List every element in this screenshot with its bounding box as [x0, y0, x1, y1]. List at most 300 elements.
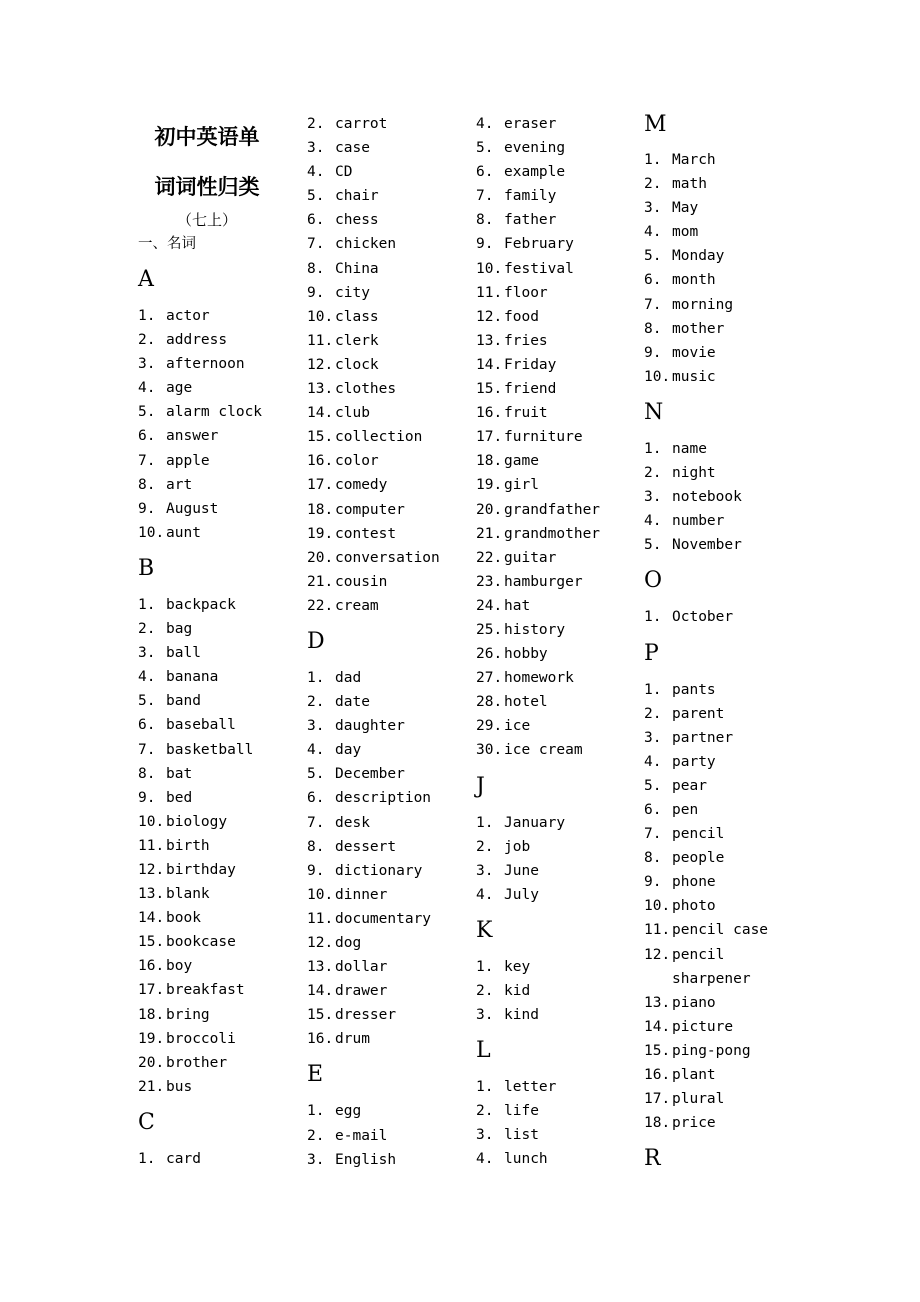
item-number	[644, 967, 672, 991]
item-word: dinner	[335, 886, 388, 903]
list-item	[138, 954, 298, 978]
item-number: 21.	[307, 573, 334, 590]
list-item	[476, 738, 636, 762]
list-item	[476, 112, 636, 136]
letter-heading: C	[138, 1109, 155, 1135]
item-number: 16.	[307, 1031, 334, 1048]
item-word: hobby	[504, 646, 548, 663]
list-item	[476, 232, 636, 256]
item-number: 4.	[307, 164, 325, 181]
item-word: evening	[504, 140, 566, 157]
list-item	[307, 931, 467, 955]
list-item	[138, 978, 298, 1002]
list-item	[307, 546, 467, 570]
item-number: 1.	[644, 152, 662, 168]
item-number: 4.	[644, 224, 662, 241]
list-item	[307, 1003, 467, 1027]
item-number: 1.	[644, 609, 662, 626]
list-item	[307, 907, 467, 931]
item-word: chicken	[335, 236, 397, 253]
item-word: birth	[166, 837, 210, 854]
item-number: 5.	[138, 693, 156, 710]
item-word: bat	[166, 765, 193, 782]
item-word: ball	[166, 645, 201, 662]
item-number: 5.	[644, 248, 662, 265]
item-word: comedy	[335, 477, 388, 494]
item-word: cream	[335, 597, 379, 614]
item-word: family	[504, 188, 557, 205]
item-word: math	[672, 176, 707, 193]
item-number: 2.	[307, 116, 325, 132]
item-word: English	[335, 1151, 397, 1168]
list-item	[644, 1039, 814, 1063]
page-title-line-2: 词词性归类	[154, 175, 260, 199]
item-word: homework	[504, 670, 574, 687]
list-item	[644, 605, 814, 629]
item-number: 7.	[307, 236, 325, 253]
list-item	[476, 425, 636, 449]
list-item	[476, 1147, 636, 1171]
item-word: sharpener	[672, 970, 751, 987]
list-item	[138, 834, 298, 858]
item-word: drawer	[335, 983, 388, 1000]
item-number: 6.	[138, 717, 156, 734]
item-number: 2.	[307, 1127, 325, 1144]
item-number: 12.	[476, 308, 503, 325]
item-number: 6.	[644, 801, 662, 818]
item-number: 1.	[138, 596, 156, 613]
list-item	[476, 955, 636, 979]
item-number: 13.	[307, 959, 334, 976]
item-word: pear	[672, 777, 707, 794]
item-number: 3.	[476, 1127, 494, 1144]
list-item	[307, 570, 467, 594]
item-word: parent	[672, 705, 725, 722]
list-item	[307, 666, 467, 690]
list-item	[307, 377, 467, 401]
item-word: description	[335, 790, 432, 807]
item-number: 15.	[307, 429, 334, 446]
item-word: life	[504, 1103, 539, 1120]
list-item	[644, 461, 814, 485]
item-word: picture	[672, 1018, 734, 1035]
item-number: 10.	[644, 898, 671, 915]
list-item	[138, 352, 298, 376]
list-item	[307, 160, 467, 184]
item-word: Monday	[672, 248, 725, 265]
list-item	[644, 196, 814, 220]
item-word: bag	[166, 621, 193, 638]
item-word: grandfather	[504, 501, 601, 518]
list-item	[138, 328, 298, 352]
list-item	[644, 437, 814, 461]
item-word: game	[504, 453, 539, 470]
item-number: 4.	[138, 669, 156, 686]
list-item	[644, 341, 814, 365]
item-word: history	[504, 621, 566, 638]
item-number: 1.	[476, 958, 494, 975]
list-item	[138, 713, 298, 737]
item-number: 16.	[138, 958, 165, 975]
section-heading: 一、名词	[138, 236, 196, 252]
item-number: 11.	[644, 922, 671, 939]
item-word: birthday	[166, 861, 236, 878]
item-word: number	[672, 513, 725, 530]
item-number: 8.	[138, 476, 156, 493]
list-item	[138, 858, 298, 882]
column-3	[476, 112, 636, 1172]
item-number: 5.	[138, 404, 156, 421]
item-number: 14.	[476, 356, 503, 373]
item-number: 14.	[644, 1018, 671, 1035]
item-word: father	[504, 212, 557, 229]
list-item	[476, 594, 636, 618]
item-number: 17.	[138, 982, 165, 999]
item-number: 7.	[644, 826, 662, 843]
list-item	[644, 365, 814, 389]
item-number: 18.	[307, 501, 334, 518]
item-number: 1.	[476, 1079, 494, 1096]
item-number: 25.	[476, 621, 503, 638]
item-word: plural	[672, 1091, 725, 1108]
item-word: club	[335, 405, 370, 422]
list-item	[138, 1027, 298, 1051]
item-number: 2.	[138, 332, 156, 349]
item-number: 1.	[644, 681, 662, 698]
item-word: fries	[504, 332, 548, 349]
item-number: 3.	[307, 718, 325, 735]
item-word: October	[672, 609, 734, 626]
item-number: 2.	[138, 621, 156, 638]
item-word: pencil case	[672, 922, 769, 939]
item-number: 15.	[138, 934, 165, 951]
item-word: guitar	[504, 549, 557, 566]
item-word: art	[166, 476, 193, 493]
item-word: dog	[335, 935, 362, 951]
item-word: fruit	[504, 405, 548, 422]
list-item	[307, 449, 467, 473]
item-word: desk	[335, 814, 370, 831]
item-number: 10.	[476, 260, 503, 277]
item-number: 9.	[138, 500, 156, 517]
item-number: 17.	[307, 477, 334, 494]
item-number: 7.	[138, 452, 156, 469]
list-item	[307, 1148, 467, 1172]
list-item	[476, 1099, 636, 1123]
list-item	[476, 522, 636, 546]
list-item	[138, 738, 298, 762]
item-word: movie	[672, 344, 716, 361]
item-number: 18.	[138, 1006, 165, 1023]
item-word: answer	[166, 428, 219, 445]
list-item	[307, 738, 467, 762]
letter-heading: M	[644, 112, 667, 137]
item-word: job	[504, 838, 531, 855]
item-number: 3.	[138, 645, 156, 662]
list-item	[644, 870, 814, 894]
item-word: people	[672, 850, 725, 867]
item-number: 10.	[307, 308, 334, 325]
list-item	[138, 304, 298, 328]
list-item	[476, 859, 636, 883]
list-item	[644, 533, 814, 557]
list-item	[644, 822, 814, 846]
list-item	[307, 281, 467, 305]
item-word: e-mail	[335, 1127, 388, 1144]
item-number: 13.	[644, 994, 671, 1011]
item-word: ice cream	[504, 742, 583, 759]
list-item	[644, 846, 814, 870]
item-word: cousin	[335, 573, 388, 590]
item-number: 8.	[644, 320, 662, 337]
item-number: 5.	[307, 188, 325, 205]
item-number: 3.	[644, 489, 662, 506]
list-item	[476, 184, 636, 208]
item-word: alarm clock	[166, 404, 263, 421]
item-number: 4.	[644, 513, 662, 530]
list-item	[307, 1099, 467, 1123]
list-item	[476, 546, 636, 570]
list-item	[138, 617, 298, 641]
list-item	[476, 305, 636, 329]
item-number: 26.	[476, 646, 503, 663]
column-1	[138, 112, 298, 1171]
item-number: 18.	[476, 453, 503, 470]
column-4	[644, 112, 814, 1183]
item-word: furniture	[504, 429, 583, 446]
item-word: mom	[672, 224, 699, 241]
letter-heading: R	[644, 1146, 661, 1172]
letter-heading: A	[138, 267, 154, 292]
item-word: June	[504, 862, 539, 879]
item-number: 3.	[138, 356, 156, 373]
item-word: documentary	[335, 910, 432, 927]
item-word: July	[504, 886, 539, 903]
item-word: music	[672, 368, 716, 385]
list-item	[307, 859, 467, 883]
item-number: 11.	[138, 837, 165, 854]
list-item	[138, 689, 298, 713]
list-item	[307, 979, 467, 1003]
list-item	[644, 509, 814, 533]
page-title-line-1: 初中英语单	[154, 125, 260, 149]
item-number: 16.	[476, 405, 503, 422]
list-item	[644, 943, 814, 967]
item-word: Friday	[504, 356, 557, 373]
item-word: collection	[335, 429, 423, 446]
list-item	[644, 485, 814, 509]
item-number: 5.	[307, 766, 325, 783]
item-word: name	[672, 440, 707, 457]
item-word: clock	[335, 356, 379, 373]
list-item	[307, 883, 467, 907]
list-item	[307, 522, 467, 546]
item-number: 4.	[476, 886, 494, 903]
page-subtitle: （七上）	[176, 211, 237, 229]
item-word: actor	[166, 308, 210, 324]
list-item	[476, 714, 636, 738]
item-number: 2.	[476, 983, 494, 999]
item-word: friend	[504, 381, 557, 398]
item-number: 1.	[307, 669, 325, 686]
item-word: China	[335, 260, 379, 277]
item-number: 21.	[138, 1078, 165, 1095]
list-item	[138, 906, 298, 930]
item-word: chair	[335, 188, 379, 205]
item-number: 11.	[307, 910, 334, 927]
item-word: clerk	[335, 332, 379, 349]
list-item	[307, 498, 467, 522]
list-item	[138, 1003, 298, 1027]
list-item	[644, 774, 814, 798]
item-number: 6.	[307, 212, 325, 229]
item-number: 4.	[307, 742, 325, 759]
list-item	[307, 762, 467, 786]
list-item	[138, 449, 298, 473]
item-word: biology	[166, 813, 228, 830]
item-number: 2.	[644, 705, 662, 722]
item-word: lunch	[504, 1151, 548, 1168]
list-item	[476, 329, 636, 353]
item-number: 12.	[307, 935, 334, 951]
item-word: dictionary	[335, 862, 423, 879]
item-word: photo	[672, 898, 716, 915]
item-word: November	[672, 537, 742, 554]
item-word: month	[672, 272, 716, 289]
list-item	[476, 835, 636, 859]
list-item	[644, 726, 814, 750]
item-number: 8.	[644, 850, 662, 867]
item-word: carrot	[335, 116, 388, 132]
item-number: 10.	[138, 813, 165, 830]
list-item	[307, 257, 467, 281]
list-item	[138, 376, 298, 400]
list-item	[476, 281, 636, 305]
item-word: dad	[335, 669, 362, 686]
item-word: list	[504, 1127, 539, 1144]
item-number: 3.	[476, 1007, 494, 1024]
item-number: 7.	[307, 814, 325, 831]
list-item	[644, 798, 814, 822]
item-word: class	[335, 308, 379, 325]
item-number: 13.	[138, 886, 165, 903]
item-number: 17.	[476, 429, 503, 446]
letter-heading: K	[476, 917, 493, 943]
item-word: bookcase	[166, 934, 236, 951]
item-word: pen	[672, 801, 699, 818]
item-number: 2.	[307, 694, 325, 711]
item-word: bus	[166, 1078, 193, 1095]
list-item	[476, 208, 636, 232]
item-number: 6.	[644, 272, 662, 289]
item-number: 20.	[307, 549, 334, 566]
list-item	[307, 401, 467, 425]
list-item	[138, 473, 298, 497]
item-word: case	[335, 140, 370, 157]
list-item	[644, 991, 814, 1015]
item-word: brother	[166, 1054, 228, 1071]
item-word: backpack	[166, 596, 236, 613]
list-item	[644, 702, 814, 726]
item-number: 10.	[138, 524, 165, 541]
list-item	[476, 473, 636, 497]
item-number: 8.	[476, 212, 494, 229]
list-item	[476, 257, 636, 281]
item-number: 4.	[476, 1151, 494, 1168]
item-word: example	[504, 164, 566, 181]
item-number: 9.	[644, 874, 662, 891]
list-item	[476, 618, 636, 642]
list-item	[307, 594, 467, 618]
item-word: breakfast	[166, 982, 245, 999]
list-item	[644, 268, 814, 292]
item-word: hat	[504, 597, 531, 614]
list-item	[138, 497, 298, 521]
item-word: color	[335, 453, 379, 470]
list-item	[476, 883, 636, 907]
list-item	[307, 329, 467, 353]
item-word: letter	[504, 1079, 557, 1096]
list-item	[476, 1123, 636, 1147]
item-word: broccoli	[166, 1030, 236, 1047]
item-word: address	[166, 332, 228, 349]
list-item	[307, 425, 467, 449]
item-number: 1.	[476, 814, 494, 831]
item-number: 10.	[644, 368, 671, 385]
item-word: pants	[672, 681, 716, 698]
list-item	[476, 690, 636, 714]
list-item	[138, 1051, 298, 1075]
list-item	[644, 967, 814, 991]
list-item	[476, 136, 636, 160]
item-number: 1.	[307, 1103, 325, 1120]
item-word: drum	[335, 1031, 370, 1048]
list-item	[138, 521, 298, 545]
item-number: 9.	[138, 789, 156, 806]
list-item	[644, 918, 814, 942]
item-number: 2.	[476, 1103, 494, 1120]
item-word: chess	[335, 212, 379, 229]
item-number: 30.	[476, 742, 503, 759]
list-item	[307, 473, 467, 497]
list-item	[307, 811, 467, 835]
item-word: night	[672, 465, 716, 482]
item-number: 28.	[476, 694, 503, 711]
item-number: 9.	[307, 862, 325, 879]
item-number: 4.	[138, 380, 156, 397]
list-item	[138, 930, 298, 954]
item-number: 3.	[476, 862, 494, 879]
list-item	[476, 160, 636, 184]
list-item	[138, 593, 298, 617]
item-word: basketball	[166, 741, 254, 758]
list-item	[307, 714, 467, 738]
list-item	[644, 1111, 814, 1135]
list-item	[307, 955, 467, 979]
item-word: computer	[335, 501, 405, 518]
item-number: 14.	[138, 910, 165, 927]
item-word: afternoon	[166, 356, 245, 373]
list-item	[307, 353, 467, 377]
list-item	[644, 244, 814, 268]
item-number: 1.	[644, 440, 662, 457]
list-item	[644, 172, 814, 196]
item-number: 13.	[307, 381, 334, 398]
item-number: 6.	[476, 164, 494, 181]
item-word: aunt	[166, 524, 201, 541]
item-number: 16.	[644, 1067, 671, 1083]
list-item	[138, 1075, 298, 1099]
